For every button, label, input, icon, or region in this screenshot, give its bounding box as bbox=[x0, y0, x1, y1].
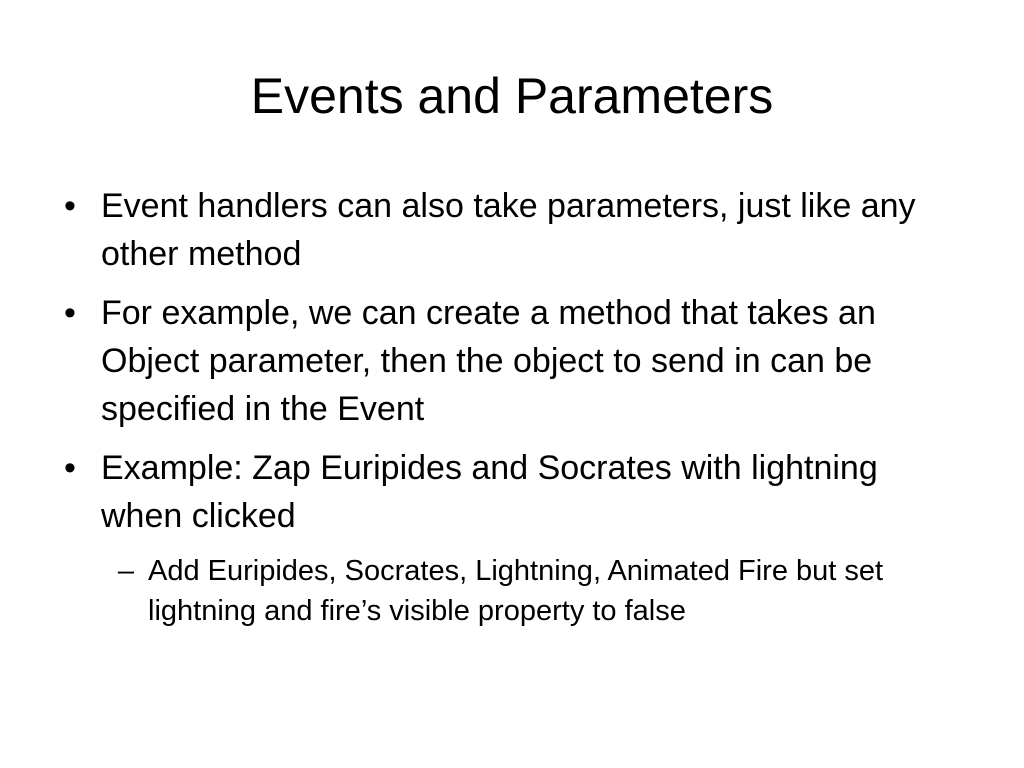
bullet-text: Event handlers can also take parameters, just like any other method bbox=[101, 187, 916, 273]
sub-bullet-marker: – bbox=[117, 555, 135, 587]
sub-bullet-group bbox=[60, 551, 960, 631]
sub-bullet-item bbox=[104, 551, 960, 631]
bullet-text: For example, we can create a method that takes an Object parameter, then the object to send in can be specified in the Event bbox=[101, 294, 876, 428]
bullet-item bbox=[60, 182, 960, 278]
bullet-list bbox=[60, 182, 960, 637]
slide-title: Events and Parameters bbox=[250, 68, 774, 124]
bullet-marker: • bbox=[64, 449, 76, 487]
bullet-text: Example: Zap Euripides and Socrates with lightning when clicked bbox=[101, 449, 878, 535]
bullet-marker: • bbox=[64, 294, 76, 332]
bullet-marker: • bbox=[64, 187, 76, 225]
sub-bullet-list bbox=[60, 551, 960, 631]
bullet-item bbox=[60, 444, 960, 540]
bullet-item bbox=[60, 289, 960, 433]
sub-bullet-text: Add Euripides, Socrates, Lightning, Animated Fire but set lightning and fire’s visible property to false bbox=[148, 555, 884, 627]
